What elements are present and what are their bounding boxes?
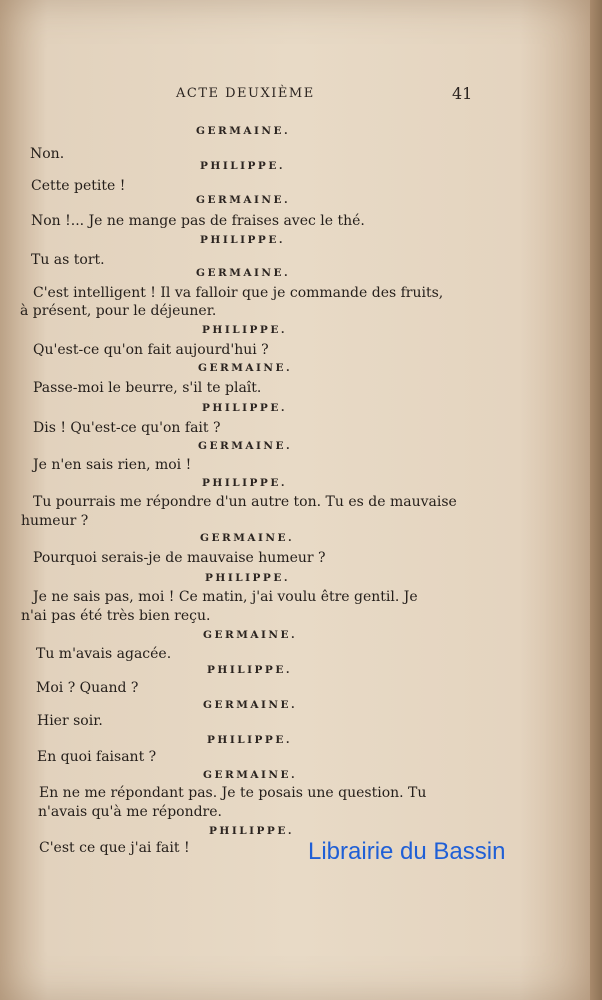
speaker-name: PHILIPPE. <box>202 477 287 489</box>
dialogue-line: En quoi faisant ? <box>37 749 157 765</box>
speaker-name: PHILIPPE. <box>202 324 287 336</box>
speaker-name: GERMAINE. <box>196 267 291 279</box>
dialogue-line: Dis ! Qu'est-ce qu'on fait ? <box>33 420 221 436</box>
dialogue-line: Passe-moi le beurre, s'il te plaît. <box>33 380 262 396</box>
dialogue-line: C'est ce que j'ai fait ! <box>39 840 190 856</box>
speaker-name: GERMAINE. <box>203 769 298 781</box>
watermark-text: Librairie du Bassin <box>308 838 506 865</box>
speaker-name: GERMAINE. <box>200 532 295 544</box>
dialogue-line: Non !... Je ne mange pas de fraises avec le thé. <box>31 213 365 229</box>
speaker-name: PHILIPPE. <box>202 402 287 414</box>
speaker-name: GERMAINE. <box>198 362 293 374</box>
speaker-name: GERMAINE. <box>203 629 298 641</box>
dialogue-line: Tu pourrais me répondre d'un autre ton. Tu es de mauvaise <box>33 494 457 510</box>
speaker-name: PHILIPPE. <box>200 234 285 246</box>
speaker-name: GERMAINE. <box>196 125 291 137</box>
dialogue-line: à présent, pour le déjeuner. <box>20 303 217 319</box>
dialogue-line: humeur ? <box>21 513 89 529</box>
speaker-name: PHILIPPE. <box>207 664 292 676</box>
dialogue-line: Tu m'avais agacée. <box>36 646 172 662</box>
dialogue-line: Pourquoi serais-je de mauvaise humeur ? <box>33 550 326 566</box>
dialogue-line: Moi ? Quand ? <box>36 680 139 696</box>
speaker-name: PHILIPPE. <box>207 734 292 746</box>
dialogue-line: Non. <box>30 146 65 162</box>
dialogue-line: C'est intelligent ! Il va falloir que je commande des fruits, <box>33 285 444 301</box>
page-edge <box>590 0 602 1000</box>
dialogue-line: Cette petite ! <box>31 178 126 194</box>
dialogue-line: En ne me répondant pas. Je te posais une question. Tu <box>39 785 427 801</box>
speaker-name: GERMAINE. <box>198 440 293 452</box>
dialogue-line: Tu as tort. <box>31 252 105 268</box>
speaker-name: PHILIPPE. <box>209 825 294 837</box>
running-header: ACTE DEUXIÈME <box>176 86 315 101</box>
page-number: 41 <box>452 84 473 103</box>
speaker-name: PHILIPPE. <box>205 572 290 584</box>
dialogue-line: Je ne sais pas, moi ! Ce matin, j'ai voulu être gentil. Je <box>33 589 418 605</box>
dialogue-line: n'ai pas été très bien reçu. <box>21 608 211 624</box>
dialogue-line: Qu'est-ce qu'on fait aujourd'hui ? <box>33 342 269 358</box>
dialogue-line: Je n'en sais rien, moi ! <box>33 457 192 473</box>
dialogue-line: n'avais qu'à me répondre. <box>38 804 222 820</box>
speaker-name: GERMAINE. <box>203 699 298 711</box>
speaker-name: PHILIPPE. <box>200 160 285 172</box>
speaker-name: GERMAINE. <box>196 194 291 206</box>
dialogue-line: Hier soir. <box>37 713 103 729</box>
